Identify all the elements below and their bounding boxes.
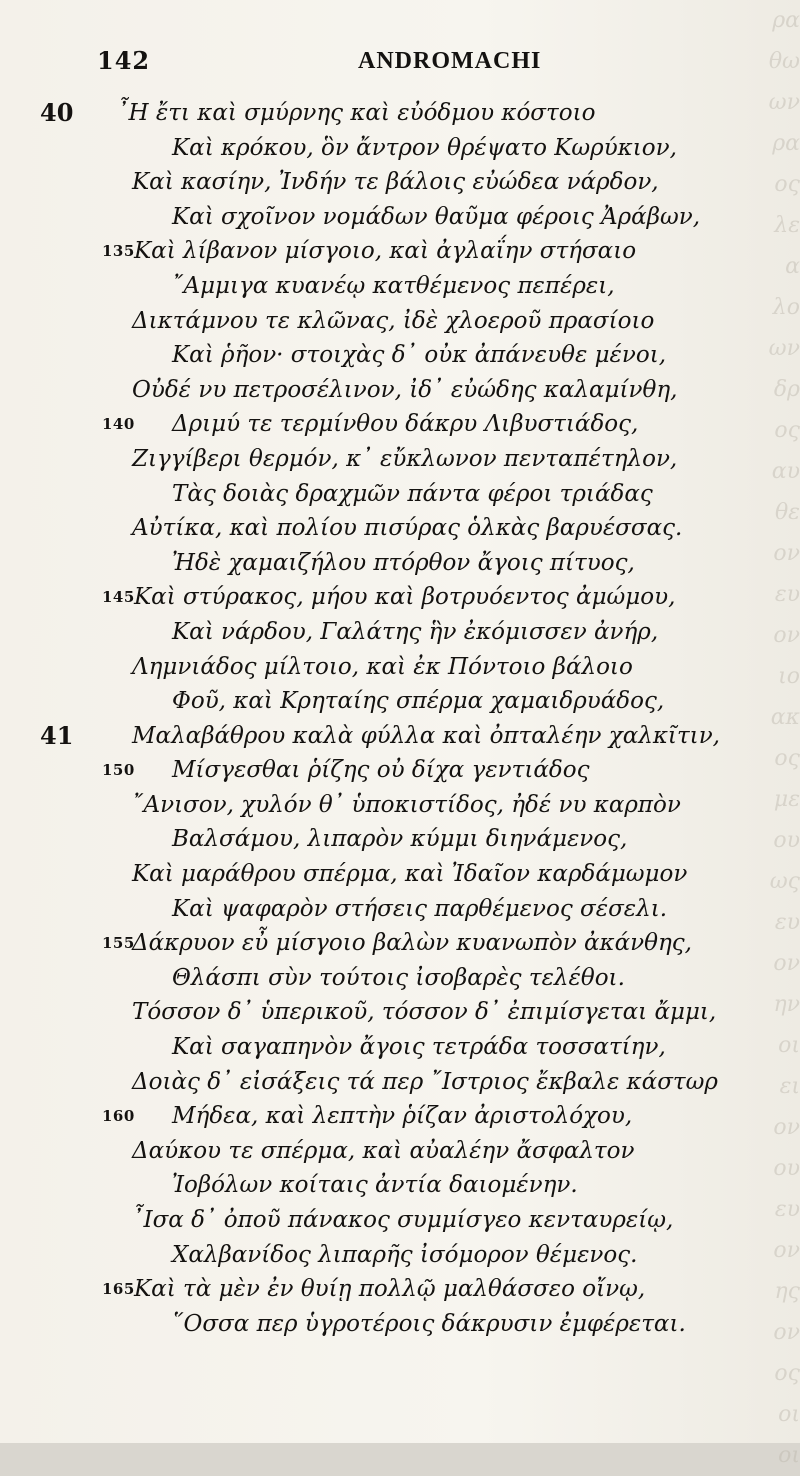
verse-text: Δάκρυον εὖ μίσγοιο βαλὼν κυανωπὸν ἀκάνθης, — [132, 930, 692, 957]
line-number: 145 — [102, 588, 135, 607]
verse-line — [0, 1065, 800, 1100]
verse-line — [0, 1307, 800, 1342]
line-number: 165 — [102, 1280, 135, 1299]
verse-text: Ἰοβόλων κοίταις ἀντία δαιομένην. — [172, 1172, 578, 1199]
verse-line — [0, 1272, 800, 1307]
line-number: 135 — [102, 242, 135, 261]
verse-text: Δριμύ τε τερμίνθου δάκρυ Λιβυστιάδος, — [172, 411, 639, 438]
verse-line — [0, 650, 800, 685]
verse-text: Λημνιάδος μίλτοιο, καὶ ἐκ Πόντοιο βάλοιο — [132, 653, 633, 680]
verse-line — [0, 338, 800, 373]
verse-text: Καὶ νάρδου, Γαλάτης ἣν ἐκόμισσεν ἀνήρ, — [172, 618, 659, 645]
verse-text: Μήδεα, καὶ λεπτὴν ῥίζαν ἀριστολόχου, — [172, 1103, 633, 1130]
verse-line — [0, 961, 800, 996]
section-number: 40 — [40, 98, 74, 127]
verse-line — [0, 96, 800, 131]
verse-text: ῏Η ἔτι καὶ σμύρνης καὶ εὐόδμου κόστοιο — [117, 100, 596, 126]
verse-text: ῏Ισα δ᾽ ὀποῦ πάνακος συμμίσγεο κενταυρείῳ, — [132, 1207, 674, 1233]
verse-line — [0, 1099, 800, 1134]
verse-text: Τόσσον δ᾽ ὑπερικοῦ, τόσσον δ᾽ ἐπιμίσγεται ἄμμι, — [132, 999, 717, 1026]
verse-text: Καὶ λίβανον μίσγοιο, καὶ ἀγλαΐην στήσαιο — [134, 238, 637, 265]
line-number: 140 — [102, 415, 135, 434]
verse-line — [0, 1203, 800, 1238]
verse-line — [0, 1168, 800, 1203]
verse-text: Καὶ ῥῆον· στοιχὰς δ᾽ οὐκ ἀπάνευθε μένοι, — [172, 342, 667, 369]
verse-text: Καὶ στύρακος, μήου καὶ βοτρυόεντος ἀμώμου, — [134, 584, 676, 611]
verse-line — [0, 615, 800, 650]
verse-text: Οὐδέ νυ πετροσέλινον, ἰδ᾽ εὐώδης καλαμίνθη, — [132, 376, 678, 403]
verse-line — [0, 857, 800, 892]
verse-line — [0, 304, 800, 339]
verse-line — [0, 753, 800, 788]
line-number: 155 — [102, 934, 135, 953]
verse-line — [0, 442, 800, 477]
verse-text: Καὶ σαγαπηνὸν ἄγοις τετράδα τοσσατίην, — [172, 1034, 666, 1061]
verse-line — [0, 546, 800, 581]
verse-line — [0, 131, 800, 166]
verse-line — [0, 926, 800, 961]
verse-text: Καὶ κρόκου, ὃν ἄντρον θρέψατο Κωρύκιον, — [172, 134, 677, 161]
verse-text: Καὶ ψαφαρὸν στήσεις παρθέμενος σέσελι. — [172, 895, 668, 922]
verse-body — [0, 96, 800, 1341]
verse-text: Ζιγγίβερι θερμόν, κ᾽ εὔκλωνον πενταπέτηλον, — [132, 445, 678, 472]
verse-text: Καὶ τὰ μὲν ἐν θυίῃ πολλῷ μαλθάσσεο οἴνῳ, — [134, 1276, 646, 1303]
verse-line — [0, 822, 800, 857]
verse-text: Δοιὰς δ᾽ εἰσάξεις τά περ ῎Ιστριος ἔκβαλε κάστωρ — [132, 1068, 718, 1095]
verse-text: ῞Οσσα περ ὑγροτέροις δάκρυσιν ἐμφέρεται. — [172, 1310, 686, 1337]
verse-text: Φοῦ, καὶ Κρηταίης σπέρμα χαμαιδρυάδος, — [172, 688, 665, 715]
verse-text: Ἠδὲ χαμαιζήλου πτόρθον ἄγοις πίτυος, — [172, 549, 635, 576]
verse-text: Καὶ κασίην, Ἰνδήν τε βάλοις εὐώδεα νάρδον, — [132, 169, 659, 196]
verse-line — [0, 1134, 800, 1169]
verse-text: Θλάσπι σὺν τούτοις ἰσοβαρὲς τελέθοι. — [172, 964, 625, 991]
verse-text: Καὶ σχοῖνον νομάδων θαῦμα φέροις Ἀράβων, — [172, 203, 701, 230]
page-number: 142 — [97, 46, 151, 75]
verse-line — [0, 719, 800, 754]
line-number: 160 — [102, 1107, 135, 1126]
verse-line — [0, 269, 800, 304]
verse-text: ῎Ανισον, χυλόν θ᾽ ὑποκιστίδος, ἠδέ νυ καρπὸν — [132, 791, 681, 818]
verse-text: Μαλαβάθρου καλὰ φύλλα καὶ ὀπταλέην χαλκῖτιν, — [132, 722, 720, 749]
verse-text: Βαλσάμου, λιπαρὸν κύμμι διηνάμενος, — [172, 826, 628, 853]
verse-line — [0, 788, 800, 823]
verse-text: Αὐτίκα, καὶ πολίου πισύρας ὁλκὰς βαρυέσσας. — [132, 515, 683, 542]
verse-line — [0, 373, 800, 408]
verse-line — [0, 234, 800, 269]
verse-text: Δαύκου τε σπέρμα, καὶ αὐαλέην ἄσφαλτον — [132, 1137, 635, 1164]
show-through-text: ρα θω ων ρα ος λε α λο ων δρ ος αυ θε ον ευ ον ιο ακ ος με ου ως ευ ον ην οι ει ον ου ευ ον ης ον ος οι οι — [768, 8, 800, 1468]
page-header — [0, 40, 800, 80]
verse-line — [0, 995, 800, 1030]
verse-line — [0, 200, 800, 235]
line-number: 150 — [102, 761, 135, 780]
verse-line — [0, 165, 800, 200]
verse-line — [0, 1030, 800, 1065]
verse-line — [0, 892, 800, 927]
verse-text: Καὶ μαράθρου σπέρμα, καὶ Ἰδαῖον καρδάμωμον — [132, 861, 688, 888]
verse-text: Μίσγεσθαι ῥίζης οὐ δίχα γεντιάδος — [172, 757, 590, 784]
verse-text: Χαλβανίδος λιπαρῆς ἰσόμορον θέμενος. — [172, 1241, 638, 1268]
section-number: 41 — [40, 720, 74, 750]
verse-line — [0, 511, 800, 546]
running-title: ANDROMACHI — [358, 48, 542, 74]
verse-line — [0, 407, 800, 442]
verse-text: Δικτάμνου τε κλῶνας, ἰδὲ χλοεροῦ πρασίοιο — [132, 307, 655, 334]
verse-line — [0, 477, 800, 512]
verse-text: ῎Αμμιγα κυανέῳ κατθέμενος πεπέρει, — [172, 272, 615, 299]
verse-line — [0, 580, 800, 615]
verse-text: Τὰς δοιὰς δραχμῶν πάντα φέροι τριάδας — [172, 480, 653, 507]
verse-line — [0, 1238, 800, 1273]
verse-line — [0, 684, 800, 719]
